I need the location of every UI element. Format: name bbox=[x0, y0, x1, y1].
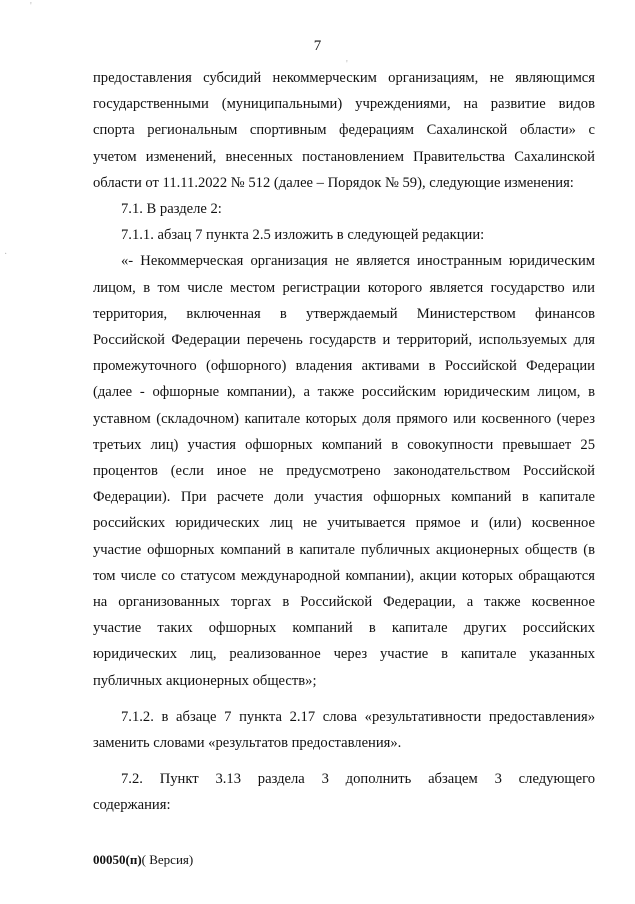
text-line: публичных акционерных обществ»; bbox=[93, 672, 317, 689]
text-line: уставном (складочном) капитале которых доля прямого или косвенного (через bbox=[93, 410, 595, 427]
scan-mark: ' bbox=[346, 59, 348, 70]
paragraph-7-1-2 bbox=[93, 704, 595, 756]
text-line: 7.2. Пункт 3.13 раздела 3 дополнить абзацем 3 следующего bbox=[121, 771, 595, 788]
text-line: процентов (если иное не предусмотрено законодательством Российской bbox=[93, 463, 595, 480]
text-line: территория, включенная в утверждаемый Министерством финансов bbox=[93, 305, 595, 322]
text-line: участие таких офшорных компаний в капитале других российских bbox=[93, 620, 595, 637]
paragraph-7-1 bbox=[93, 196, 595, 222]
text-line: 7.1.2. в абзаце 7 пункта 2.17 слова «результативности предоставления» bbox=[121, 708, 595, 725]
text-line: заменить словами «результатов предоставления». bbox=[93, 735, 402, 752]
text-line: 7.1. В разделе 2: bbox=[121, 201, 222, 218]
paragraph-7-1-1 bbox=[93, 222, 595, 248]
footer-code bbox=[93, 852, 193, 868]
text-line: российских юридических лиц не учитывается прямое и (или) косвенное bbox=[93, 515, 595, 532]
text-line: спорта региональным спортивным федерациям Сахалинской области» с bbox=[93, 122, 595, 139]
page-number: 7 bbox=[313, 38, 322, 54]
text-line: на организованных торгах в Российской Федерации, а также косвенное bbox=[93, 594, 595, 611]
text-line: предоставления субсидий некоммерческим организациям, не являющимся bbox=[93, 70, 595, 86]
paragraph-7-2 bbox=[93, 766, 595, 818]
paragraph-intro bbox=[93, 65, 595, 196]
text-line: лицом, в том числе местом регистрации которого является государство или bbox=[93, 279, 595, 296]
text-line: том числе со статусом международной компании), акции которых обращаются bbox=[93, 567, 595, 584]
document-version: ( Версия) bbox=[141, 852, 194, 867]
text-line: учетом изменений, внесенных постановлением Правительства Сахалинской bbox=[93, 148, 595, 165]
document-body bbox=[93, 65, 595, 819]
document-code: 00050(п) bbox=[93, 852, 142, 867]
text-line: Федерации). При расчете доли участия офшорных компаний в капитале bbox=[93, 489, 595, 506]
text-line: (далее - офшорные компании), а также российским юридическим лицом, в bbox=[93, 384, 595, 401]
text-line: 7.1.1. абзац 7 пункта 2.5 изложить в следующей редакции: bbox=[121, 227, 485, 244]
text-line: «- Некоммерческая организация не является иностранным юридическим bbox=[121, 253, 595, 270]
text-line: Российской Федерации перечень государств и территорий, используемых для bbox=[93, 332, 595, 349]
text-line: области от 11.11.2022 № 512 (далее – Порядок № 59), следующие изменения: bbox=[93, 174, 574, 191]
text-line: государственными (муниципальными) учреждениями, на развитие видов bbox=[93, 96, 595, 113]
text-line: содержания: bbox=[93, 797, 171, 814]
text-line: промежуточного (офшорного) владения активами в Российской Федерации bbox=[93, 358, 595, 375]
paragraph-quote bbox=[93, 248, 595, 693]
scan-mark: · bbox=[4, 249, 8, 260]
text-line: юридических лиц, реализованное через участие в капитале указанных bbox=[93, 646, 595, 663]
text-line: третьих лиц) участия офшорных компаний в совокупности превышает 25 bbox=[93, 436, 595, 453]
text-line: участие офшорных компаний в капитале публичных акционерных обществ (в bbox=[93, 541, 595, 558]
scan-mark: ' bbox=[30, 1, 32, 12]
